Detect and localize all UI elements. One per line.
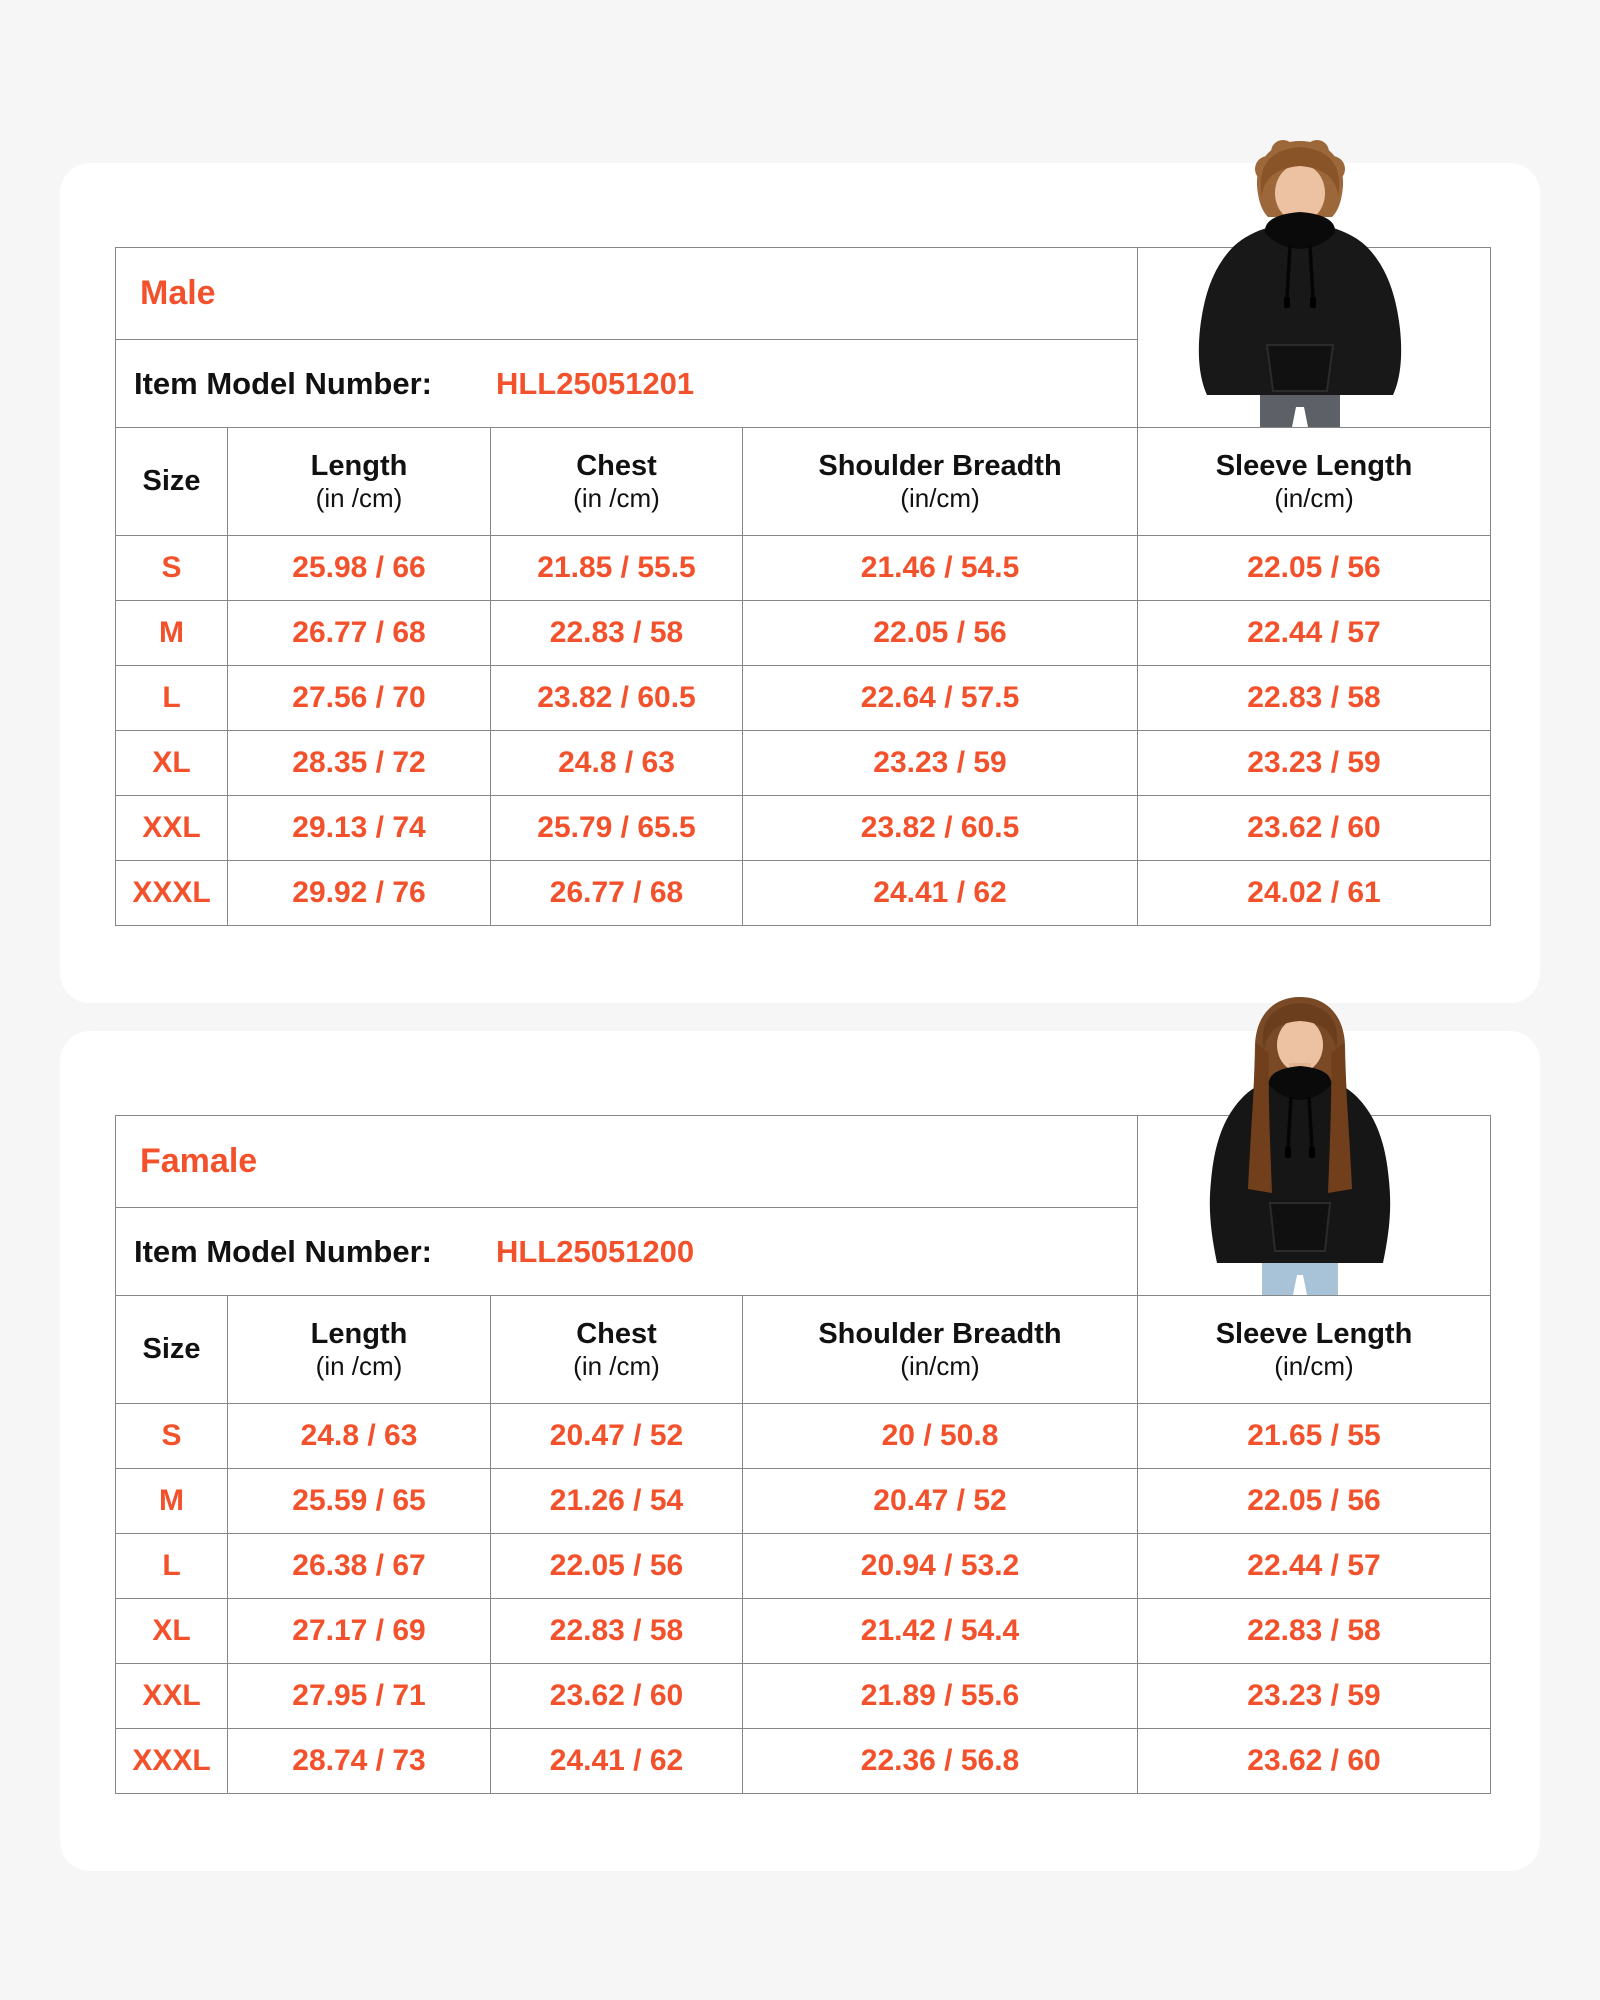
sleeve-cell: 22.83 / 58 [1138,1599,1491,1664]
size-cell: XXXL [116,1729,228,1794]
table-header-row [116,1296,1491,1404]
size-row-xxxl [116,861,1491,926]
size-row-l [116,1534,1491,1599]
size-cell: M [116,1469,228,1534]
size-row-xxl [116,1664,1491,1729]
size-row-m [116,1469,1491,1534]
column-header-unit: (in /cm) [573,1351,660,1382]
column-header-label: Sleeve Length [1215,450,1413,483]
column-header-label: Size [142,465,201,498]
shoulder-cell: 22.64 / 57.5 [743,666,1138,731]
column-header-unit: (in /cm) [315,1351,403,1382]
length-cell: 26.77 / 68 [228,601,491,666]
shoulder-cell: 20.47 / 52 [743,1469,1138,1534]
size-row-xxl [116,796,1491,861]
chest-cell: 24.41 / 62 [491,1729,743,1794]
length-cell: 27.95 / 71 [228,1664,491,1729]
gender-title: Male [116,248,1138,340]
chest-cell: 20.47 / 52 [491,1404,743,1469]
model-number-value: HLL25051201 [495,365,695,401]
column-header-label: Shoulder Breadth [818,450,1062,483]
chest-cell: 22.83 / 58 [491,1599,743,1664]
column-header-label: Sleeve Length [1215,1318,1413,1351]
length-cell: 27.56 / 70 [228,666,491,731]
sleeve-cell: 22.05 / 56 [1138,1469,1491,1534]
sleeve-cell: 23.62 / 60 [1138,796,1491,861]
size-row-xxxl [116,1729,1491,1794]
sleeve-cell: 21.65 / 55 [1138,1404,1491,1469]
column-header-label: Length [310,1318,408,1351]
male-photo-cell [1138,248,1491,428]
size-cell: M [116,601,228,666]
column-header-length [228,1296,491,1404]
chest-cell: 21.26 / 54 [491,1469,743,1534]
column-header-label: Size [142,1333,201,1366]
shoulder-cell: 24.41 / 62 [743,861,1138,926]
sleeve-cell: 22.83 / 58 [1138,666,1491,731]
male-size-table [115,247,1491,926]
chest-cell: 21.85 / 55.5 [491,536,743,601]
size-row-s [116,1404,1491,1469]
table-row [116,248,1491,340]
model-number-value: HLL25051200 [495,1233,695,1269]
sleeve-cell: 22.44 / 57 [1138,1534,1491,1599]
column-header-sleeve [1138,1296,1491,1404]
column-header-length [228,428,491,536]
column-header-label: Chest [576,450,657,483]
column-header-sleeve [1138,428,1491,536]
model-number-label: Item Model Number: [134,365,432,401]
size-cell: XXXL [116,861,228,926]
shoulder-cell: 21.46 / 54.5 [743,536,1138,601]
sleeve-cell: 24.02 / 61 [1138,861,1491,926]
length-cell: 27.17 / 69 [228,1599,491,1664]
size-cell: XXL [116,796,228,861]
model-number-label: Item Model Number: [134,1233,432,1269]
column-header-unit: (in/cm) [1274,1351,1354,1382]
model-number-row [116,340,1138,428]
column-header-unit: (in/cm) [900,1351,980,1382]
sleeve-cell: 23.23 / 59 [1138,1664,1491,1729]
table-row [116,1116,1491,1208]
column-header-size [116,428,228,536]
chest-cell: 23.82 / 60.5 [491,666,743,731]
column-header-unit: (in /cm) [573,483,660,514]
length-cell: 26.38 / 67 [228,1534,491,1599]
sleeve-cell: 23.62 / 60 [1138,1729,1491,1794]
size-cell: S [116,1404,228,1469]
female-size-table [115,1115,1491,1794]
column-header-label: Chest [576,1318,657,1351]
length-cell: 25.98 / 66 [228,536,491,601]
size-row-l [116,666,1491,731]
column-header-shoulder [743,428,1138,536]
shoulder-cell: 20.94 / 53.2 [743,1534,1138,1599]
size-cell: L [116,1534,228,1599]
column-header-chest [491,428,743,536]
column-header-unit: (in /cm) [315,483,403,514]
size-row-m [116,601,1491,666]
column-header-unit: (in/cm) [1274,483,1354,514]
chest-cell: 24.8 / 63 [491,731,743,796]
length-cell: 25.59 / 65 [228,1469,491,1534]
chest-cell: 22.83 / 58 [491,601,743,666]
column-header-label: Shoulder Breadth [818,1318,1062,1351]
size-cell: XL [116,731,228,796]
column-header-label: Length [310,450,408,483]
shoulder-cell: 23.82 / 60.5 [743,796,1138,861]
size-row-xl [116,1599,1491,1664]
shoulder-cell: 20 / 50.8 [743,1404,1138,1469]
shoulder-cell: 21.42 / 54.4 [743,1599,1138,1664]
chest-cell: 26.77 / 68 [491,861,743,926]
size-row-xl [116,731,1491,796]
size-cell: XXL [116,1664,228,1729]
model-number-row [116,1208,1138,1296]
chest-cell: 23.62 / 60 [491,1664,743,1729]
length-cell: 24.8 / 63 [228,1404,491,1469]
column-header-shoulder [743,1296,1138,1404]
female-photo-cell [1138,1116,1491,1296]
column-header-size [116,1296,228,1404]
length-cell: 28.74 / 73 [228,1729,491,1794]
column-header-unit: (in/cm) [900,483,980,514]
shoulder-cell: 22.36 / 56.8 [743,1729,1138,1794]
chest-cell: 25.79 / 65.5 [491,796,743,861]
shoulder-cell: 22.05 / 56 [743,601,1138,666]
male-size-chart-card [60,163,1540,1003]
size-cell: L [116,666,228,731]
gender-title: Famale [116,1116,1138,1208]
size-row-s [116,536,1491,601]
size-cell: S [116,536,228,601]
length-cell: 29.13 / 74 [228,796,491,861]
shoulder-cell: 23.23 / 59 [743,731,1138,796]
shoulder-cell: 21.89 / 55.6 [743,1664,1138,1729]
column-header-chest [491,1296,743,1404]
sleeve-cell: 23.23 / 59 [1138,731,1491,796]
sleeve-cell: 22.05 / 56 [1138,536,1491,601]
size-cell: XL [116,1599,228,1664]
length-cell: 29.92 / 76 [228,861,491,926]
table-header-row [116,428,1491,536]
sleeve-cell: 22.44 / 57 [1138,601,1491,666]
chest-cell: 22.05 / 56 [491,1534,743,1599]
female-size-chart-card [60,1031,1540,1871]
length-cell: 28.35 / 72 [228,731,491,796]
